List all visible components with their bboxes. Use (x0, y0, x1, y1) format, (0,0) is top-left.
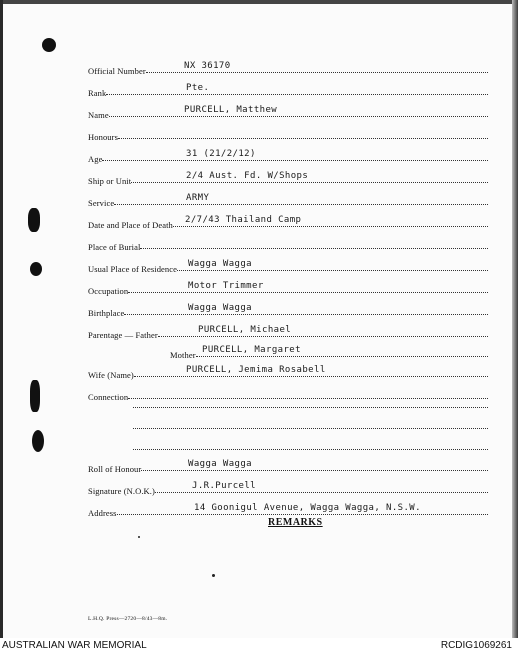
connection-line (133, 407, 488, 408)
punch-hole-upper (28, 208, 40, 232)
field-signature-nok (88, 480, 488, 496)
field-value: 2/4 Aust. Fd. W/Shops (186, 171, 309, 181)
punch-hole-lower (30, 380, 40, 412)
scan-edge-left (0, 0, 3, 638)
scan-speck (138, 536, 140, 538)
field-label: Mother (170, 350, 196, 360)
scan-speck (212, 574, 215, 577)
field-label: Service (88, 198, 115, 208)
field-label: Signature (N.O.K.) (88, 486, 155, 496)
press-note: L.H.Q. Press—2720—8/43—8m. (88, 616, 168, 622)
field-value: 14 Goonigul Avenue, Wagga Wagga, N.S.W. (194, 503, 421, 513)
field-value: PURCELL, Jemima Rosabell (186, 365, 326, 375)
footer-archive-name: AUSTRALIAN WAR MEMORIAL (2, 640, 147, 651)
field-mother (170, 344, 488, 360)
field-roll-of-honour (88, 458, 488, 474)
field-label: Connection (88, 392, 129, 402)
field-label: Honours (88, 132, 118, 142)
field-label: Name (88, 110, 109, 120)
field-label: Date and Place of Death (88, 220, 173, 230)
field-usual-residence (88, 258, 488, 274)
field-label: Parentage — Father (88, 330, 158, 340)
field-label: Roll of Honour (88, 464, 142, 474)
punch-hole-middle (30, 262, 42, 276)
archive-footer (0, 638, 518, 654)
field-place-of-burial (88, 236, 488, 252)
field-value: Motor Trimmer (188, 281, 264, 291)
field-birthplace (88, 302, 488, 318)
field-age (88, 148, 488, 164)
remarks-heading: REMARKS (268, 517, 323, 528)
field-value: PURCELL, Margaret (202, 345, 301, 355)
field-address (88, 502, 488, 518)
field-label: Address (88, 508, 117, 518)
field-label: Usual Place of Residence (88, 264, 178, 274)
connection-line (133, 449, 488, 450)
field-value: Wagga Wagga (188, 303, 253, 313)
field-value: ARMY (186, 193, 210, 203)
scan-edge-top (0, 0, 518, 4)
punch-hole-top (42, 38, 56, 52)
scan-edge-right (512, 0, 518, 638)
field-occupation (88, 280, 488, 296)
field-ship-or-unit (88, 170, 488, 186)
field-rank (88, 82, 488, 98)
field-label: Ship or Unit (88, 176, 132, 186)
field-label: Place of Burial (88, 242, 141, 252)
field-label: Official Number (88, 66, 146, 76)
field-value: NX 36170 (184, 61, 231, 71)
field-value: PURCELL, Matthew (184, 105, 278, 115)
field-label: Rank (88, 88, 107, 98)
field-service (88, 192, 488, 208)
punch-hole-bottom (32, 430, 44, 452)
field-value: PURCELL, Michael (198, 325, 292, 335)
field-label: Wife (Name) (88, 370, 134, 380)
field-value: 2/7/43 Thailand Camp (185, 215, 302, 225)
field-wife (88, 364, 488, 380)
field-value: Pte. (186, 83, 210, 93)
footer-record-id: RCDIG1069261 (440, 640, 512, 651)
field-official-number (88, 60, 488, 76)
field-label: Occupation (88, 286, 129, 296)
field-honours (88, 126, 488, 142)
field-connection (88, 386, 488, 402)
connection-line (133, 428, 488, 429)
field-father (88, 324, 488, 340)
field-value: 31 (21/2/12) (186, 149, 256, 159)
field-value: J.R.Purcell (192, 481, 257, 491)
field-label: Birthplace (88, 308, 125, 318)
field-value: Wagga Wagga (188, 459, 253, 469)
field-label: Age (88, 154, 103, 164)
field-name (88, 104, 488, 120)
field-value: Wagga Wagga (188, 259, 253, 269)
field-date-place-of-death (88, 214, 488, 230)
